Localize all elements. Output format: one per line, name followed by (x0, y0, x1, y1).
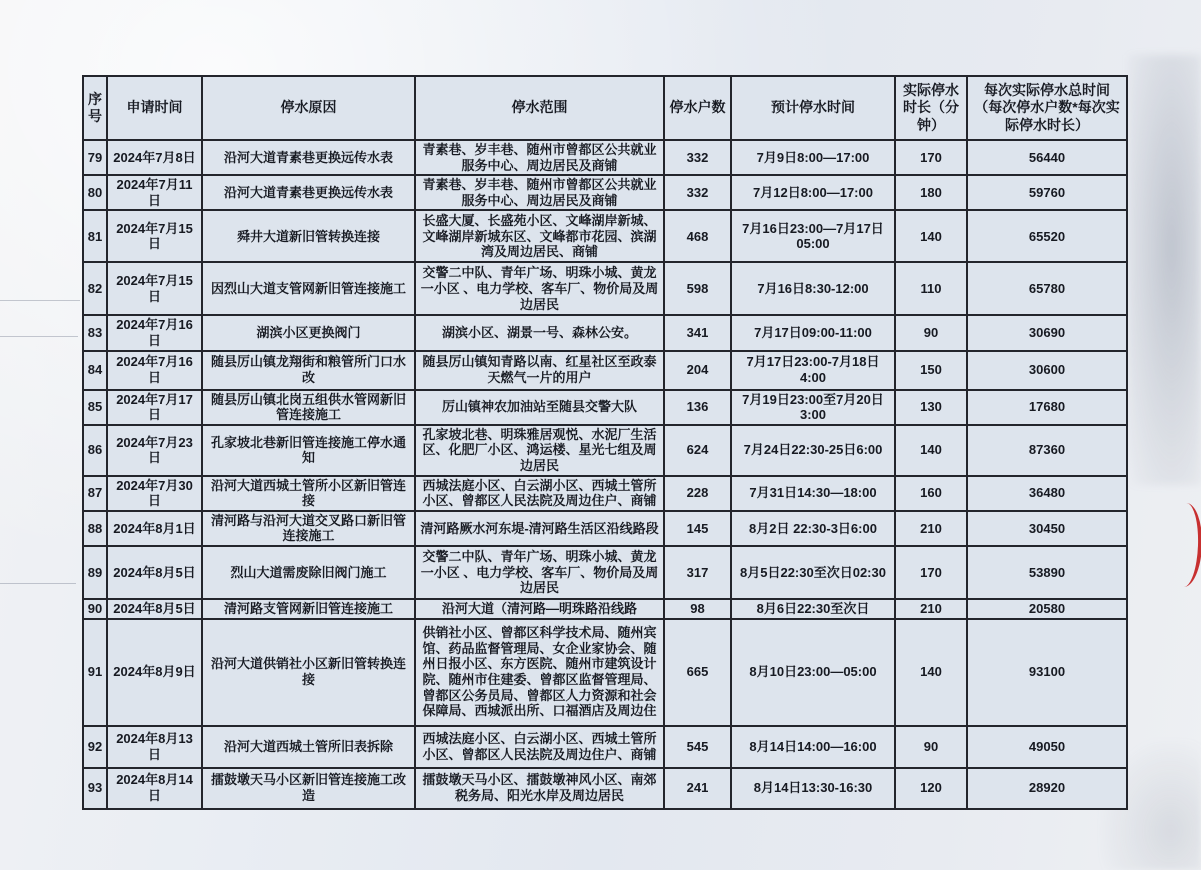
column-header: 停水原因 (202, 76, 415, 140)
table-cell: 150 (895, 351, 967, 390)
table-row (83, 619, 1127, 726)
column-header: 预计停水时间 (731, 76, 895, 140)
table-cell: 7月31日14:30—18:00 (731, 476, 895, 511)
table-cell: 8月14日13:30-16:30 (731, 768, 895, 809)
table-cell: 28920 (967, 768, 1127, 809)
table-cell: 2024年8月9日 (107, 619, 202, 726)
table-cell: 2024年7月30日 (107, 476, 202, 511)
table-cell: 98 (664, 599, 731, 619)
table-cell: 170 (895, 546, 967, 599)
table-cell: 2024年7月16日 (107, 351, 202, 390)
table-cell: 西城法庭小区、白云湖小区、西城土管所小区、曾都区人民法院及周边住户、商铺 (415, 476, 664, 511)
table-cell: 沿河大道西城土管所小区新旧管连接 (202, 476, 415, 511)
table-header-row (83, 76, 1127, 140)
table-cell: 交警二中队、青年广场、明珠小城、黄龙一小区 、电力学校、客车厂、物价局及周边居民 (415, 546, 664, 599)
table-cell: 2024年7月23日 (107, 425, 202, 476)
table-cell: 545 (664, 726, 731, 768)
table-cell: 160 (895, 476, 967, 511)
table-cell: 91 (83, 619, 107, 726)
table-cell: 85 (83, 390, 107, 425)
table-cell: 81 (83, 210, 107, 262)
table-cell: 140 (895, 210, 967, 262)
table-cell: 湖滨小区更换阀门 (202, 315, 415, 350)
table-cell: 228 (664, 476, 731, 511)
column-header: 停水范围 (415, 76, 664, 140)
table-cell: 8月10日23:00—05:00 (731, 619, 895, 726)
table-cell: 擂鼓墩天马小区新旧管连接施工改造 (202, 768, 415, 809)
table-cell: 210 (895, 511, 967, 546)
table-cell: 交警二中队、青年广场、明珠小城、黄龙一小区 、电力学校、客车厂、物价局及周边居民 (415, 262, 664, 315)
table-cell: 随县厉山镇北岗五组供水管网新旧管连接施工 (202, 390, 415, 425)
table-cell: 332 (664, 140, 731, 175)
table-cell: 随县厉山镇龙翔街和粮管所门口水改 (202, 351, 415, 390)
table-cell: 清河路厥水河东堤-清河路生活区沿线路段 (415, 511, 664, 546)
table-cell: 沿河大道青素巷更换远传水表 (202, 140, 415, 175)
table-cell: 120 (895, 768, 967, 809)
table-cell: 79 (83, 140, 107, 175)
table-cell: 80 (83, 175, 107, 210)
table-row (83, 546, 1127, 599)
column-header: 每次实际停水总时间（每次停水户数*每次实际停水时长） (967, 76, 1127, 140)
table-cell: 88 (83, 511, 107, 546)
table-cell: 2024年7月16日 (107, 315, 202, 350)
table-cell: 90 (83, 599, 107, 619)
table-cell: 2024年7月11日 (107, 175, 202, 210)
table-cell: 110 (895, 262, 967, 315)
scan-streak (0, 583, 76, 584)
table-cell: 沿河大道西城土管所旧表拆除 (202, 726, 415, 768)
table-cell: 7月16日23:00—7月17日05:00 (731, 210, 895, 262)
table-cell: 青素巷、岁丰巷、随州市曾都区公共就业服务中心、周边居民及商铺 (415, 175, 664, 210)
table-cell: 8月14日14:00—16:00 (731, 726, 895, 768)
table-row (83, 726, 1127, 768)
table-cell: 30600 (967, 351, 1127, 390)
table-row (83, 315, 1127, 350)
table-row (83, 425, 1127, 476)
table-cell: 擂鼓墩天马小区、擂鼓墩神风小区、南郊税务局、阳光水岸及周边居民 (415, 768, 664, 809)
table-cell: 西城法庭小区、白云湖小区、西城土管所小区、曾都区人民法院及周边住户、商铺 (415, 726, 664, 768)
table-row (83, 511, 1127, 546)
table-cell: 89 (83, 546, 107, 599)
table-cell: 90 (895, 726, 967, 768)
table-cell: 341 (664, 315, 731, 350)
table-cell: 2024年8月1日 (107, 511, 202, 546)
table-cell: 204 (664, 351, 731, 390)
table-cell: 210 (895, 599, 967, 619)
water-outage-table (82, 75, 1128, 810)
table-cell: 241 (664, 768, 731, 809)
table-cell: 7月17日23:00-7月18日4:00 (731, 351, 895, 390)
table-cell: 598 (664, 262, 731, 315)
table-cell: 2024年7月8日 (107, 140, 202, 175)
table-cell: 7月24日22:30-25日6:00 (731, 425, 895, 476)
table-cell: 烈山大道需废除旧阀门施工 (202, 546, 415, 599)
table-cell: 2024年8月14日 (107, 768, 202, 809)
table-cell: 孔家坡北巷、明珠雅居观悦、水泥厂生活区、化肥厂小区、鸿运楼、星光七组及周边居民 (415, 425, 664, 476)
table-cell: 孔家坡北巷新旧管连接施工停水通知 (202, 425, 415, 476)
table-row (83, 768, 1127, 809)
table-cell: 59760 (967, 175, 1127, 210)
table-row (83, 476, 1127, 511)
table-row (83, 140, 1127, 175)
table-row (83, 351, 1127, 390)
table-cell: 青素巷、岁丰巷、随州市曾都区公共就业服务中心、周边居民及商铺 (415, 140, 664, 175)
table-cell: 17680 (967, 390, 1127, 425)
table-cell: 665 (664, 619, 731, 726)
table-cell: 468 (664, 210, 731, 262)
table-cell: 82 (83, 262, 107, 315)
table-cell: 2024年8月5日 (107, 599, 202, 619)
table-cell: 清河路与沿河大道交叉路口新旧管连接施工 (202, 511, 415, 546)
table-cell: 140 (895, 619, 967, 726)
table-cell: 65520 (967, 210, 1127, 262)
table-cell: 49050 (967, 726, 1127, 768)
table-cell: 8月5日22:30至次日02:30 (731, 546, 895, 599)
table-cell: 20580 (967, 599, 1127, 619)
table-cell: 140 (895, 425, 967, 476)
table-row (83, 390, 1127, 425)
table-cell: 624 (664, 425, 731, 476)
red-pen-mark (1167, 502, 1201, 587)
table-cell: 2024年8月5日 (107, 546, 202, 599)
table-cell: 因烈山大道支管网新旧管连接施工 (202, 262, 415, 315)
table-cell: 2024年8月13日 (107, 726, 202, 768)
table-cell: 136 (664, 390, 731, 425)
table-cell: 8月6日22:30至次日 (731, 599, 895, 619)
table-body (83, 140, 1127, 809)
table-cell: 7月17日09:00-11:00 (731, 315, 895, 350)
table-cell: 7月19日23:00至7月20日3:00 (731, 390, 895, 425)
table-cell: 沿河大道（清河路—明珠路沿线路 (415, 599, 664, 619)
table-cell: 130 (895, 390, 967, 425)
table-cell: 93 (83, 768, 107, 809)
column-header: 停水户数 (664, 76, 731, 140)
table-cell: 87 (83, 476, 107, 511)
table-cell: 沿河大道供销社小区新旧管转换连接 (202, 619, 415, 726)
scan-streak (0, 300, 80, 301)
table-cell: 2024年7月15日 (107, 262, 202, 315)
scan-streak (0, 336, 78, 337)
table-cell: 沿河大道青素巷更换远传水表 (202, 175, 415, 210)
table-cell: 170 (895, 140, 967, 175)
table-cell: 30690 (967, 315, 1127, 350)
table-cell: 7月16日8:30-12:00 (731, 262, 895, 315)
table-cell: 2024年7月15日 (107, 210, 202, 262)
table-cell: 83 (83, 315, 107, 350)
table-cell: 145 (664, 511, 731, 546)
table-cell: 93100 (967, 619, 1127, 726)
column-header: 实际停水时长（分钟） (895, 76, 967, 140)
table-cell: 厉山镇神农加油站至随县交警大队 (415, 390, 664, 425)
table-cell: 90 (895, 315, 967, 350)
table-cell: 舜井大道新旧管转换连接 (202, 210, 415, 262)
table-row (83, 210, 1127, 262)
scan-smudge-artifact (1128, 55, 1201, 485)
table-cell: 87360 (967, 425, 1127, 476)
table-row (83, 599, 1127, 619)
table-cell: 92 (83, 726, 107, 768)
table-row (83, 175, 1127, 210)
table-cell: 随县厉山镇知青路以南、红星社区至政泰天燃气一片的用户 (415, 351, 664, 390)
table-cell: 8月2日 22:30-3日6:00 (731, 511, 895, 546)
table-cell: 清河路支管网新旧管连接施工 (202, 599, 415, 619)
table-cell: 长盛大厦、长盛苑小区、文峰湖岸新城、文峰湖岸新城东区、文峰都市花园、滨湖湾及周边居民、商铺 (415, 210, 664, 262)
table-cell: 65780 (967, 262, 1127, 315)
table-cell: 180 (895, 175, 967, 210)
table-cell: 供销社小区、曾都区科学技术局、随州宾馆、药品监督管理局、女企业家协会、随州日报小区、东方医院、随州市建筑设计院、随州市住建委、曾都区监督管理局、曾都区公务员局、曾都区人力资源和社会保障局、西城派出所、口福酒店及周边住 (415, 619, 664, 726)
table-cell: 30450 (967, 511, 1127, 546)
column-header: 序号 (83, 76, 107, 140)
table-cell: 36480 (967, 476, 1127, 511)
table-cell: 317 (664, 546, 731, 599)
table-cell: 2024年7月17日 (107, 390, 202, 425)
table-cell: 332 (664, 175, 731, 210)
column-header: 申请时间 (107, 76, 202, 140)
table-cell: 56440 (967, 140, 1127, 175)
table-cell: 86 (83, 425, 107, 476)
table-cell: 7月9日8:00—17:00 (731, 140, 895, 175)
table-cell: 7月12日8:00—17:00 (731, 175, 895, 210)
table-cell: 湖滨小区、湖景一号、森林公安。 (415, 315, 664, 350)
table-cell: 53890 (967, 546, 1127, 599)
table-cell: 84 (83, 351, 107, 390)
table-row (83, 262, 1127, 315)
